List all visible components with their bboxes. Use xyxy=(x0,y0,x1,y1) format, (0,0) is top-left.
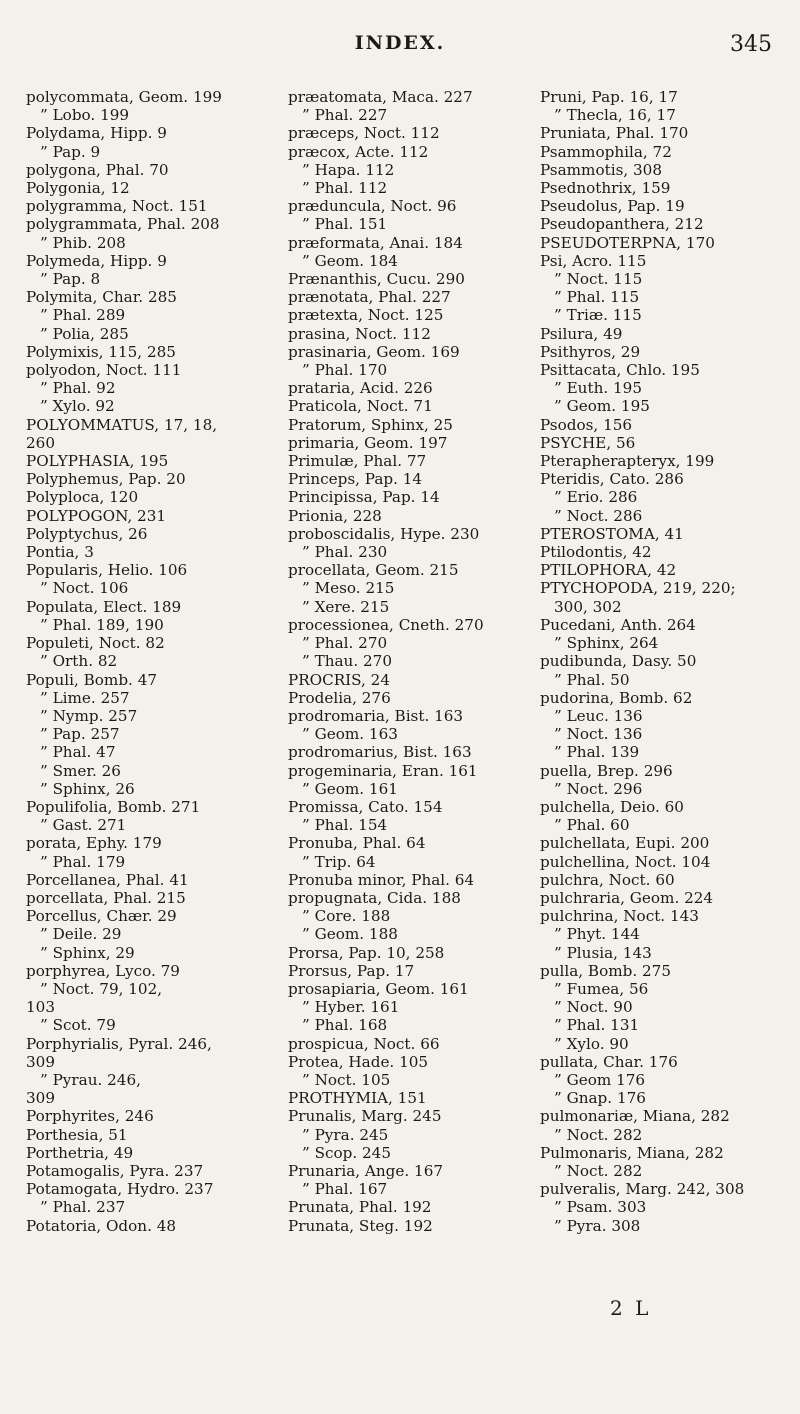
index-entry: prasinaria, Geom. 169 xyxy=(288,342,460,361)
index-entry: POLYPOGON, 231 xyxy=(26,506,167,525)
index-entry: PSEUDOTERPNA, 170 xyxy=(540,233,715,252)
index-entry: ” Leuc. 136 xyxy=(554,706,643,725)
index-entry: pulchra, Noct. 60 xyxy=(540,870,675,889)
index-entry: pulchellata, Eupi. 200 xyxy=(540,834,710,853)
index-entry: prataria, Acid. 226 xyxy=(288,379,433,398)
index-column-3 xyxy=(540,88,796,1235)
index-entry: ” Phyt. 144 xyxy=(554,925,640,944)
index-entry: porcellata, Phal. 215 xyxy=(26,888,186,907)
index-column-2 xyxy=(288,88,550,1235)
index-entry: ” Geom. 161 xyxy=(302,779,398,798)
index-entry: prospicua, Noct. 66 xyxy=(288,1034,440,1053)
index-entry: Promissa, Cato. 154 xyxy=(288,797,443,816)
index-entry: porata, Ephy. 179 xyxy=(26,834,162,853)
index-entry: Prunata, Steg. 192 xyxy=(288,1216,433,1235)
index-entry: ” Pap. 9 xyxy=(40,142,101,161)
index-entry: Pruniata, Phal. 170 xyxy=(540,124,689,143)
index-entry: Princeps, Pap. 14 xyxy=(288,470,423,489)
index-entry: præformata, Anai. 184 xyxy=(288,233,463,252)
index-entry: PTILOPHORA, 42 xyxy=(540,561,677,580)
index-entry: ” Phal. 115 xyxy=(554,288,640,307)
index-entry: ” Geom. 184 xyxy=(302,251,398,270)
index-entry: ” Phal. 189, 190 xyxy=(40,615,164,634)
index-entry: Pulmonaris, Miana, 282 xyxy=(540,1143,724,1162)
index-entry: Pontia, 3 xyxy=(26,543,94,562)
index-entry: 309 xyxy=(26,1089,55,1108)
index-entry: Prænanthis, Cucu. 290 xyxy=(288,270,465,289)
index-entry: polyodon, Noct. 111 xyxy=(26,361,182,380)
index-entry: Praticola, Noct. 71 xyxy=(288,397,433,416)
index-entry: Prorsus, Pap. 17 xyxy=(288,961,415,980)
index-entry: prasina, Noct. 112 xyxy=(288,324,431,343)
index-entry: Prorsa, Pap. 10, 258 xyxy=(288,943,445,962)
index-entry: Prunata, Phal. 192 xyxy=(288,1198,432,1217)
index-entry: ” Polia, 285 xyxy=(40,324,129,343)
index-entry: puella, Brep. 296 xyxy=(540,761,673,780)
index-entry: Porthetria, 49 xyxy=(26,1143,134,1162)
index-entry: ” Core. 188 xyxy=(302,907,391,926)
index-entry: ” Pyrau. 246, xyxy=(40,1070,141,1089)
index-entry: ” Phal. 230 xyxy=(302,543,388,562)
index-entry: PTEROSTOMA, 41 xyxy=(540,524,684,543)
index-entry: ” Meso. 215 xyxy=(302,579,395,598)
index-entry: prætexta, Noct. 125 xyxy=(288,306,444,325)
index-entry: ” Phal. 131 xyxy=(554,1016,640,1035)
index-entry: Pruni, Pap. 16, 17 xyxy=(540,88,678,106)
index-entry: Pucedani, Anth. 264 xyxy=(540,615,696,634)
index-entry: pulchella, Deio. 60 xyxy=(540,797,684,816)
index-entry: propugnata, Cida. 188 xyxy=(288,888,461,907)
index-entry: ” Phal. 50 xyxy=(554,670,630,689)
index-entry: Pseudopanthera, 212 xyxy=(540,215,704,234)
index-entry: ” Noct. 286 xyxy=(554,506,643,525)
index-entry: ” Pyra. 308 xyxy=(554,1216,641,1235)
index-entry: ” Phal. 227 xyxy=(302,106,388,125)
index-entry: Polyptychus, 26 xyxy=(26,524,148,543)
index-entry: ” Nymp. 257 xyxy=(40,706,138,725)
index-entry: ” Phal. 179 xyxy=(40,852,126,871)
index-entry: Potamogata, Hydro. 237 xyxy=(26,1180,214,1199)
index-entry: Pronuba, Phal. 64 xyxy=(288,834,426,853)
index-entry: Polydama, Hipp. 9 xyxy=(26,124,167,143)
index-entry: prodromaria, Bist. 163 xyxy=(288,706,464,725)
index-entry: ” Phal. 167 xyxy=(302,1180,388,1199)
index-entry: 309 xyxy=(26,1052,55,1071)
index-entry: ” Gnap. 176 xyxy=(554,1089,646,1108)
index-entry: ” Scop. 245 xyxy=(302,1143,392,1162)
index-entry: ” Noct. 296 xyxy=(554,779,643,798)
index-entry: pudorina, Bomb. 62 xyxy=(540,688,693,707)
index-entry: ” Geom. 188 xyxy=(302,925,398,944)
index-entry: Psi, Acro. 115 xyxy=(540,251,647,270)
index-entry: Psodos, 156 xyxy=(540,415,633,434)
index-entry: ” Phal. 139 xyxy=(554,743,640,762)
index-entry: Psednothrix, 159 xyxy=(540,179,671,198)
index-entry: prosapiaria, Geom. 161 xyxy=(288,979,469,998)
index-entry: ” Noct. 282 xyxy=(554,1125,643,1144)
index-entry: ” Geom 176 xyxy=(554,1070,646,1089)
index-entry: ” Erio. 286 xyxy=(554,488,638,507)
index-entry: prodromarius, Bist. 163 xyxy=(288,743,472,762)
index-entry: Porcellanea, Phal. 41 xyxy=(26,870,189,889)
index-entry: Polyploca, 120 xyxy=(26,488,139,507)
index-entry: 300, 302 xyxy=(554,597,622,616)
index-entry: ” Phal. 92 xyxy=(40,379,116,398)
index-entry: PROCRIS, 24 xyxy=(288,670,391,689)
index-entry: Polyphemus, Pap. 20 xyxy=(26,470,186,489)
index-entry: Psammophila, 72 xyxy=(540,142,672,161)
index-entry: ” Noct. 79, 102, xyxy=(40,979,163,998)
index-entry: Psammotis, 308 xyxy=(540,160,663,179)
index-entry: Pteridis, Cato. 286 xyxy=(540,470,684,489)
index-entry: ” Phal. 168 xyxy=(302,1016,388,1035)
index-entry: ” Smer. 26 xyxy=(40,761,121,780)
index-entry: ” Psam. 303 xyxy=(554,1198,647,1217)
index-entry: Porphyrites, 246 xyxy=(26,1107,154,1126)
index-entry: præcox, Acte. 112 xyxy=(288,142,429,161)
index-entry: Prionia, 228 xyxy=(288,506,382,525)
index-column-1 xyxy=(26,88,288,1235)
index-entry: ” Plusia, 143 xyxy=(554,943,652,962)
index-entry: ” Thau. 270 xyxy=(302,652,392,671)
index-entry: polygramma, Noct. 151 xyxy=(26,197,208,216)
index-entry: proboscidalis, Hype. 230 xyxy=(288,524,480,543)
index-entry: Populi, Bomb. 47 xyxy=(26,670,158,689)
index-entry: Populifolia, Bomb. 271 xyxy=(26,797,201,816)
index-entry: pulmonariæ, Miana, 282 xyxy=(540,1107,730,1126)
running-head xyxy=(0,32,800,66)
index-entry: ” Noct. 90 xyxy=(554,998,633,1017)
index-entry: progeminaria, Eran. 161 xyxy=(288,761,478,780)
index-entry: Porphyrialis, Pyral. 246, xyxy=(26,1034,212,1053)
index-entry: ” Noct. 106 xyxy=(40,579,129,598)
index-entry: ” Xylo. 90 xyxy=(554,1034,629,1053)
signature-mark: 2 L xyxy=(610,1296,652,1320)
index-entry: Ptilodontis, 42 xyxy=(540,543,652,562)
index-entry: Potatoria, Odon. 48 xyxy=(26,1216,177,1235)
index-entry: PROTHYMIA, 151 xyxy=(288,1089,427,1108)
index-entry: porphyrea, Lyco. 79 xyxy=(26,961,180,980)
index-entry: pulchellina, Noct. 104 xyxy=(540,852,711,871)
index-entry: ” Fumea, 56 xyxy=(554,979,649,998)
index-entry: Porcellus, Chær. 29 xyxy=(26,907,177,926)
index-entry: Psittacata, Chlo. 195 xyxy=(540,361,700,380)
index-entry: ” Sphinx, 264 xyxy=(554,634,659,653)
index-entry: Polygonia, 12 xyxy=(26,179,130,198)
index-entry: præceps, Noct. 112 xyxy=(288,124,440,143)
index-entry: ” Phal. 112 xyxy=(302,179,388,198)
index-entry: pulla, Bomb. 275 xyxy=(540,961,671,980)
index-entry: polygrammata, Phal. 208 xyxy=(26,215,220,234)
index-entry: ” Phal. 47 xyxy=(40,743,116,762)
index-entry: ” Deile. 29 xyxy=(40,925,122,944)
index-entry: Populata, Elect. 189 xyxy=(26,597,182,616)
index-entry: ” Xere. 215 xyxy=(302,597,390,616)
index-entry: Pronuba minor, Phal. 64 xyxy=(288,870,475,889)
index-entry: primaria, Geom. 197 xyxy=(288,433,448,452)
index-entry: procellata, Geom. 215 xyxy=(288,561,459,580)
index-entry: ” Phal. 237 xyxy=(40,1198,126,1217)
index-entry: ” Noct. 105 xyxy=(302,1070,391,1089)
index-entry: POLYOMMATUS, 17, 18, xyxy=(26,415,218,434)
index-entry: 103 xyxy=(26,998,55,1017)
index-entry: Pratorum, Sphinx, 25 xyxy=(288,415,453,434)
index-entry: ” Phal. 170 xyxy=(302,361,388,380)
index-entry: ” Hyber. 161 xyxy=(302,998,400,1017)
index-entry: ” Gast. 271 xyxy=(40,816,127,835)
index-entry: pulchrina, Noct. 143 xyxy=(540,907,699,926)
page-number: 345 xyxy=(730,32,772,57)
index-entry: ” Sphinx, 29 xyxy=(40,943,135,962)
index-entry: polygona, Phal. 70 xyxy=(26,160,169,179)
index-entry: ” Phal. 151 xyxy=(302,215,388,234)
index-entry: Polymixis, 115, 285 xyxy=(26,342,176,361)
index-entry: ” Lobo. 199 xyxy=(40,106,130,125)
index-entry: PTYCHOPODA, 219, 220; xyxy=(540,579,736,598)
index-entry: ” Xylo. 92 xyxy=(40,397,115,416)
index-entry: pulchraria, Geom. 224 xyxy=(540,888,714,907)
index-entry: processionea, Cneth. 270 xyxy=(288,615,484,634)
index-entry: præduncula, Noct. 96 xyxy=(288,197,457,216)
index-entry: Polymita, Char. 285 xyxy=(26,288,177,307)
index-entry: ” Pap. 8 xyxy=(40,270,101,289)
index-entry: 260 xyxy=(26,433,55,452)
index-entry: ” Pap. 257 xyxy=(40,725,120,744)
index-entry: pudibunda, Dasy. 50 xyxy=(540,652,697,671)
index-entry: pulveralis, Marg. 242, 308 xyxy=(540,1180,745,1199)
index-entry: POLYPHASIA, 195 xyxy=(26,452,169,471)
index-entry: Populeti, Noct. 82 xyxy=(26,634,165,653)
index-entry: ” Phal. 270 xyxy=(302,634,388,653)
index-entry: Psithyros, 29 xyxy=(540,342,641,361)
index-entry: ” Phal. 289 xyxy=(40,306,126,325)
index-entry: ” Noct. 115 xyxy=(554,270,643,289)
index-entry: Prunalis, Marg. 245 xyxy=(288,1107,442,1126)
index-entry: Protea, Hade. 105 xyxy=(288,1052,429,1071)
index-entry: ” Lime. 257 xyxy=(40,688,130,707)
index-entry: Prunaria, Ange. 167 xyxy=(288,1161,444,1180)
index-entry: ” Triæ. 115 xyxy=(554,306,642,325)
index-entry: ” Geom. 195 xyxy=(554,397,650,416)
index-entry: Prodelia, 276 xyxy=(288,688,391,707)
index-entry: ” Trip. 64 xyxy=(302,852,376,871)
index-entry: ” Phal. 60 xyxy=(554,816,630,835)
index-entry: ” Hapa. 112 xyxy=(302,160,395,179)
index-entry: ” Phib. 208 xyxy=(40,233,126,252)
index-entry: præatomata, Maca. 227 xyxy=(288,88,473,106)
index-entry: Polymeda, Hipp. 9 xyxy=(26,251,167,270)
index-entry: ” Phal. 154 xyxy=(302,816,388,835)
index-entry: Pterapherapteryx, 199 xyxy=(540,452,715,471)
index-entry: ” Euth. 195 xyxy=(554,379,642,398)
index-entry: ” Noct. 136 xyxy=(554,725,643,744)
index-entry: prænotata, Phal. 227 xyxy=(288,288,451,307)
index-entry: ” Geom. 163 xyxy=(302,725,398,744)
index-entry: Psilura, 49 xyxy=(540,324,623,343)
index-entry: ” Thecla, 16, 17 xyxy=(554,106,676,125)
index-entry: Pseudolus, Pap. 19 xyxy=(540,197,685,216)
index-entry: PSYCHE, 56 xyxy=(540,433,636,452)
index-entry: ” Noct. 282 xyxy=(554,1161,643,1180)
index-entry: Porthesia, 51 xyxy=(26,1125,128,1144)
index-entry: pullata, Char. 176 xyxy=(540,1052,678,1071)
index-entry: ” Sphinx, 26 xyxy=(40,779,135,798)
index-entry: ” Orth. 82 xyxy=(40,652,118,671)
index-entry: ” Pyra. 245 xyxy=(302,1125,389,1144)
index-entry: Popularis, Helio. 106 xyxy=(26,561,188,580)
index-entry: polycommata, Geom. 199 xyxy=(26,88,222,106)
index-entry: ” Scot. 79 xyxy=(40,1016,116,1035)
index-entry: Potamogalis, Pyra. 237 xyxy=(26,1161,204,1180)
index-entry: Primulæ, Phal. 77 xyxy=(288,452,427,471)
index-entry: Principissa, Pap. 14 xyxy=(288,488,440,507)
page-title: INDEX. xyxy=(354,32,446,54)
